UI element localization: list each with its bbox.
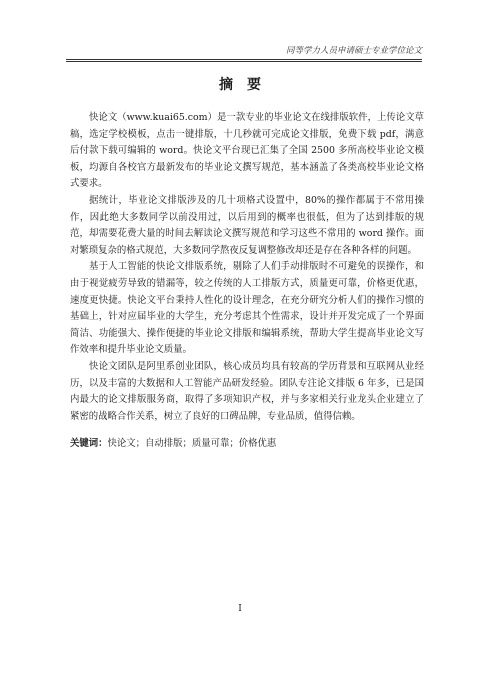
page-number: I — [238, 604, 242, 614]
keywords-text: 快论文；自动排版；质量可靠；价格优惠 — [107, 438, 277, 450]
keywords-label: 关键词： — [70, 438, 108, 450]
abstract-body — [70, 110, 424, 453]
keywords-line — [70, 436, 424, 453]
paragraph-2: 据统计，毕业论文排版涉及的几十项格式设置中，80%的操作都属于不常用操作，因此绝大多数同学以前没用过，以后用到的概率也很低，但为了达到排版的规范，却需要花费大量的时间去解读论文撰写规范和学习这些不常用的 word 操作。面对繁琐复杂的格式规范，大多数同学熬夜反复调整修改却还是存在各种各样的问题。 — [70, 194, 424, 256]
abstract-title: 摘要 — [219, 77, 275, 93]
running-header: 同等学力人员申请硕士专业学位论文 — [66, 44, 422, 60]
paragraph-1: 快论文（www.kuai65.com）是一款专业的毕业论文在线排版软件，上传论文草稿，选定学校模板，点击一键排版，十几秒就可完成论文排版，免费下载 pdf，满意后付款下载可编辑的 word。快论文平台现已汇集了全国 2500 多所高校毕业论文模板，均源自各校官方最新发布的毕业论文撰写规范，基本涵盖了各类高校毕业论文格式要求。 — [70, 112, 424, 190]
paragraph-4: 快论文团队是阿里系创业团队，核心成员均具有较高的学历背景和互联网从业经历，以及丰富的大数据和人工智能产品研发经验。团队专注论文排版 6 年多，已是国内最大的论文排版服务商，取得了多项知识产权，并与多家相关行业龙头企业建立了紧密的战略合作关系，树立了良好的口碑品牌，专业品质，值得信赖。 — [70, 360, 424, 422]
paragraph-3: 基于人工智能的快论文排版系统，剔除了人们手动排版时不可避免的误操作，和由于视觉疲劳导致的错漏等，较之传统的人工排版方式，质量更可靠，价格更优惠，速度更快捷。快论文平台秉持人性化的设计理念，在充分研究分析人们的操作习惯的基础上，针对应届毕业的大学生，充分考虑其个性需求，设计并开发完成了一个界面简洁、功能强大、操作便捷的毕业论文排版和编辑系统，帮助大学生提高毕业论文写作效率和提升毕业论文质量。 — [70, 261, 424, 356]
